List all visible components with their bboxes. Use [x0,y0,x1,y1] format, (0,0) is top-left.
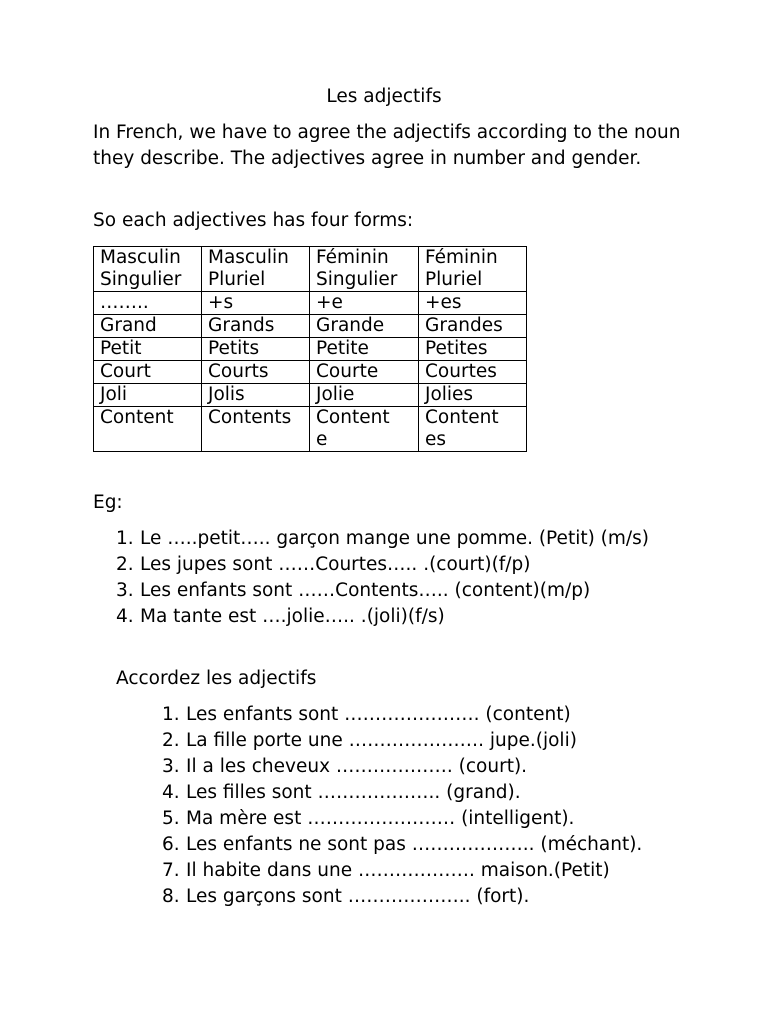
list-item [162,754,676,780]
list-number: 7. [162,860,180,881]
table-cell: Grands [202,315,310,338]
table-cell: +es [419,292,527,315]
table-cell: Courte [310,361,419,384]
table-row [94,338,527,361]
list-number: 6. [162,834,180,855]
list-item [162,858,676,884]
exercise-heading: Accordez les adjectifs [116,668,317,689]
table-row [94,384,527,407]
list-item [162,884,676,910]
table-cell: Jolie [310,384,419,407]
table-cell: Grandes [419,315,527,338]
list-item-text: Les enfants sont …………………. (content) [186,704,571,725]
table-cell: Grande [310,315,419,338]
list-number: 4. [116,606,134,627]
table-cell: Petite [310,338,419,361]
list-number: 1. [116,528,134,549]
list-item-text: Le …..petit….. garçon mange une pomme. (Petit) (m/s) [140,528,650,549]
intro-paragraph: In French, we have to agree the adjectifs according to the noun they describe. The adjectives agree in number and gender. [93,122,681,169]
table-cell: +s [202,292,310,315]
table-cell: Joli [94,384,202,407]
table-header-cell: Féminin Singulier [310,247,419,292]
list-item [162,702,676,728]
list-item [162,728,676,754]
table-cell: +e [310,292,419,315]
forms-sentence: So each adjectives has four forms: [93,210,414,231]
table-cell: …….. [94,292,202,315]
table-cell: Court [94,361,202,384]
table-cell: Content es [419,407,527,452]
table-cell: Jolis [202,384,310,407]
list-number: 8. [162,886,180,907]
list-item [116,578,680,604]
table-header-cell: Masculin Pluriel [202,247,310,292]
list-number: 2. [162,730,180,751]
table-row [94,292,527,315]
list-item [116,604,680,630]
table-cell: Content e [310,407,419,452]
list-item-text: Ma mère est …………………… (intelligent). [186,808,575,829]
list-item-text: Les jupes sont ……Courtes….. .(court)(f/p) [140,554,531,575]
table-cell: Grand [94,315,202,338]
list-item-text: La fille porte une …………………. jupe.(joli) [186,730,577,751]
list-number: 3. [162,756,180,777]
list-item [116,552,680,578]
page-title: Les adjectifs [326,86,442,107]
table-cell: Courtes [419,361,527,384]
list-item-text: Il a les cheveux ………………. (court). [186,756,528,777]
table-cell: Petits [202,338,310,361]
list-number: 4. [162,782,180,803]
table-cell: Jolies [419,384,527,407]
table-row [94,361,527,384]
examples-list [116,526,680,630]
eg-label: Eg: [93,492,123,513]
adjective-forms-table [93,246,527,452]
list-item [162,780,676,806]
list-item-text: Ma tante est ….jolie….. .(joli)(f/s) [140,606,445,627]
table-header-row [94,247,527,292]
exercises-list [162,702,676,910]
list-item-text: Les enfants ne sont pas ……………….. (méchant). [186,834,643,855]
list-item [162,832,676,858]
table-cell: Courts [202,361,310,384]
list-item-text: Les enfants sont ……Contents….. (content)(m/p) [140,580,591,601]
list-number: 2. [116,554,134,575]
list-item [162,806,676,832]
list-number: 3. [116,580,134,601]
list-number: 1. [162,704,180,725]
list-item-text: Les garçons sont ……………….. (fort). [186,886,530,907]
table-row [94,315,527,338]
list-number: 5. [162,808,180,829]
table-cell: Contents [202,407,310,452]
table-row [94,407,527,452]
list-item [116,526,680,552]
table-header-cell: Féminin Pluriel [419,247,527,292]
table-cell: Petites [419,338,527,361]
table-cell: Petit [94,338,202,361]
list-item-text: Les filles sont ……………….. (grand). [186,782,521,803]
table-header-cell: Masculin Singulier [94,247,202,292]
list-item-text: Il habite dans une ………………. maison.(Petit) [186,860,610,881]
table-cell: Content [94,407,202,452]
